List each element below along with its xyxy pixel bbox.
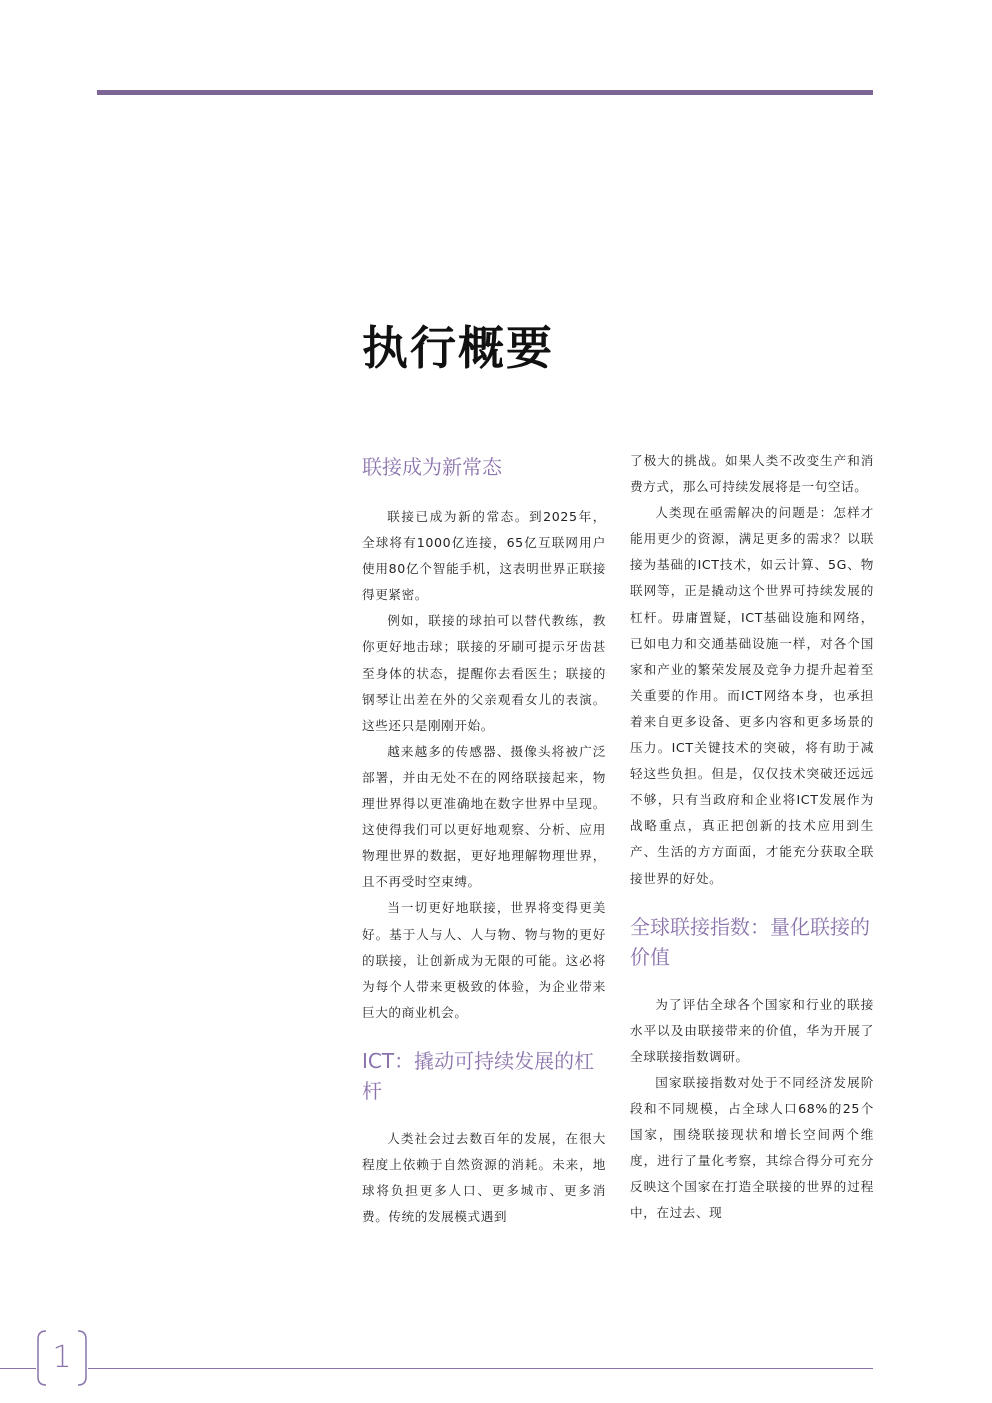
right-column: [630, 448, 874, 1226]
body-paragraph: 人类现在亟需解决的问题是：怎样才能用更少的资源，满足更多的需求？以联接为基础的ICT技术，如云计算、5G、物联网等，正是撬动这个世界可持续发展的杠杆。毋庸置疑，ICT基础设施和网络，已如电力和交通基础设施一样，对各个国家和产业的繁荣发展及竞争力提升起着至关重要的作用。而ICT网络本身，也承担着来自更多设备、更多内容和更多场景的压力。ICT关键技术的突破，将有助于减轻这些负担。但是，仅仅技术突破还远远不够，只有当政府和企业将ICT发展作为战略重点，真正把创新的技术应用到生产、生活的方方面面，才能充分获取全联接世界的好处。: [630, 505, 874, 886]
page-title: 执行概要: [362, 321, 554, 375]
section-heading-connectivity: 联接成为新常态: [362, 455, 502, 479]
body-paragraph: 为了评估全球各个国家和行业的联接水平以及由联接带来的价值，华为开展了全球联接指数调研。: [630, 996, 874, 1064]
body-paragraph: 联接已成为新的常态。到2025年，全球将有1000亿连接，65亿互联网用户使用80亿个智能手机，这表明世界正联接得更紧密。: [362, 509, 606, 603]
footer-rule: [88, 1368, 873, 1369]
page-number: 1: [52, 1340, 72, 1375]
body-paragraph: 人类社会过去数百年的发展，在很大程度上依赖于自然资源的消耗。未来，地球将负担更多人口、更多城市、更多消费。传统的发展模式遇到: [362, 1130, 606, 1225]
body-paragraph: 越来越多的传感器、摄像头将被广泛部署，并由无处不在的网络联接起来，物理世界得以更准确地在数字世界中呈现。这使得我们可以更好地观察、分析、应用物理世界的数据，更好地理解物理世界，且不再受时空束缚。: [362, 743, 606, 890]
body-paragraph-continued: 了极大的挑战。如果人类不改变生产和消费方式，那么可持续发展将是一句空话。: [630, 453, 874, 495]
left-column: [362, 448, 606, 1230]
body-paragraph: 当一切更好地联接，世界将变得更美好。基于人与人、人与物、物与物的更好的联接，让创新成为无限的可能。这必将为每个人带来更极致的体验，为企业带来巨大的商业机会。: [362, 900, 606, 1020]
section-heading-gci: 全球联接指数：量化联接的价值: [630, 914, 870, 969]
section-heading-ict: ICT：撬动可持续发展的杠杆: [362, 1048, 595, 1103]
footer-rule-left: [0, 1368, 36, 1369]
top-decorative-rule: [97, 90, 873, 95]
body-paragraph: 例如，联接的球拍可以替代教练，教你更好地击球；联接的牙刷可提示牙齿甚至身体的状态，提醒你去看医生；联接的钢琴让出差在外的父亲观看女儿的表演。这些还只是刚刚开始。: [362, 613, 606, 733]
page-number-bracket: [36, 1330, 88, 1386]
body-paragraph: 国家联接指数对处于不同经济发展阶段和不同规模，占全球人口68%的25个国家，围绕联接现状和增长空间两个维度，进行了量化考察，其综合得分可充分反映这个国家在打造全联接的世界的过程中，在过去、现: [630, 1074, 874, 1221]
